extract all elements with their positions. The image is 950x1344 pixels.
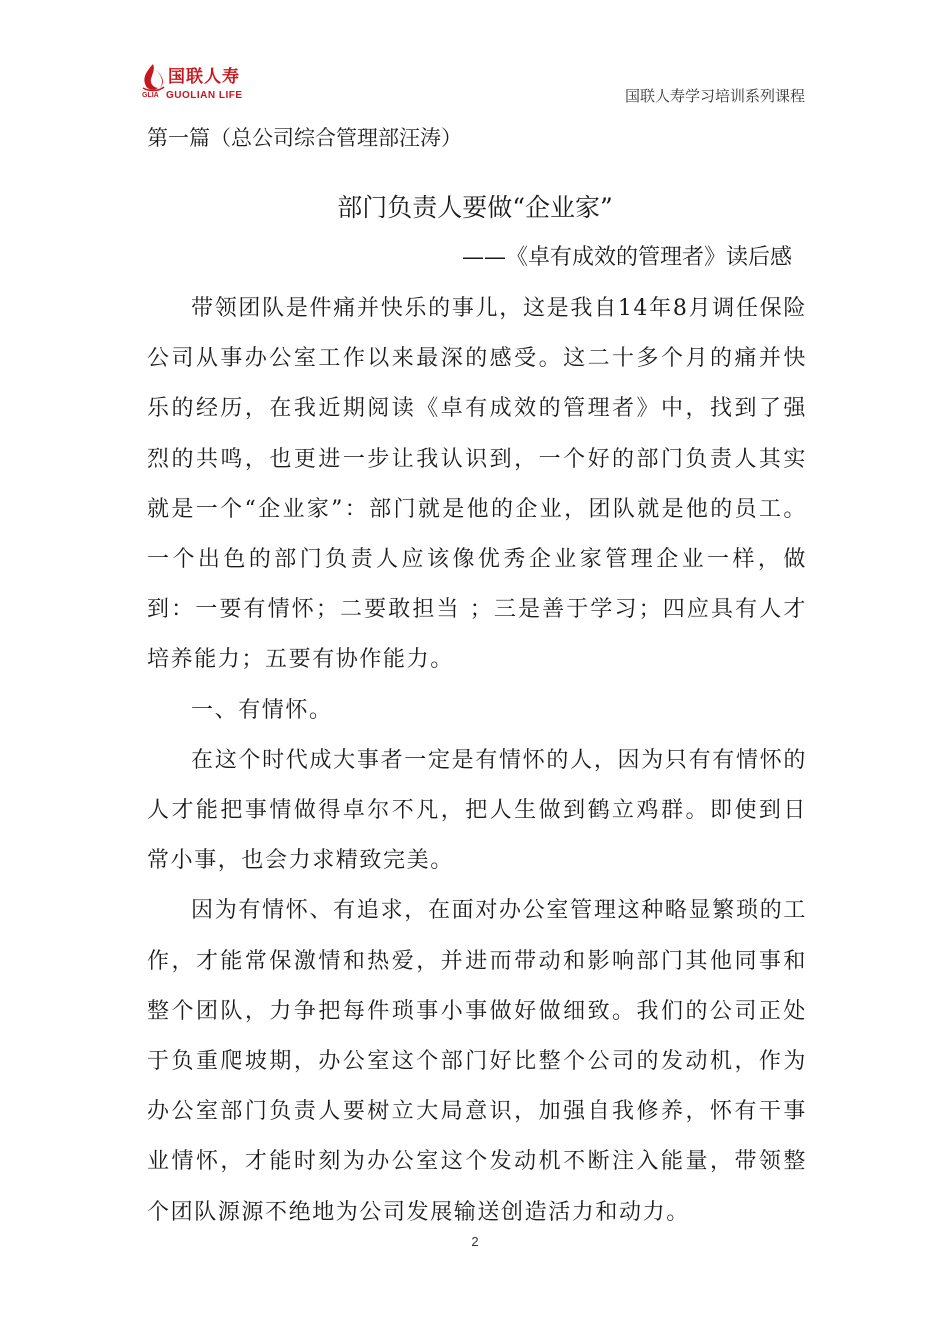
article-body [147, 284, 807, 1238]
section-heading-1: 一、有情怀。 [191, 697, 333, 723]
logo-abbreviation: GLIA [142, 92, 159, 99]
paragraph-2: 在这个时代成大事者一定是有情怀的人，因为只有有情怀的人才能把事情做得卓尔不凡，把人生做到鹤立鸡群。即使到日常小事，也会力求精致完美。 [147, 747, 807, 874]
course-series-title: 国联人寿学习培训系列课程 [624, 87, 805, 105]
section-label: 第一篇（总公司综合管理部汪涛） [147, 126, 462, 150]
paragraph-intro: 带领团队是件痛并快乐的事儿，这是我自14年8月调任保险公司从事办公室工作以来最深的感受。这二十多个月的痛并快乐的经历，在我近期阅读《卓有成效的管理者》中，找到了强烈的共鸣，也更进一步让我认识到，一个好的部门负责人其实就是一个“企业家”：部门就是他的企业，团队就是他的员工。一个出色的部门负责人应该像优秀企业家管理企业一样，做到：一要有情怀；二要敢担当 ；三是善于学习；四应具有人才培养能力；五要有协作能力。 [147, 296, 807, 673]
article-title: 部门负责人要做“企业家” [337, 193, 613, 222]
flame-logo-icon [140, 62, 166, 92]
company-logo [140, 62, 260, 102]
page-header [0, 0, 950, 110]
logo-chinese-text: 国联人寿 [168, 67, 240, 87]
logo-english-text: GUOLIAN LIFE [166, 90, 243, 101]
article-subtitle: ——《卓有成效的管理者》读后感 [461, 245, 792, 270]
page-number: 2 [471, 1234, 479, 1249]
paragraph-3: 因为有情怀、有追求，在面对办公室管理这种略显繁琐的工作，才能常保激情和热爱，并进而带动和影响部门其他同事和整个团队，力争把每件琐事小事做好做细致。我们的公司正处于负重爬坡期，办公室这个部门好比整个公司的发动机，作为办公室部门负责人要树立大局意识，加强自我修养，怀有干事业情怀，才能时刻为办公室这个发动机不断注入能量，带领整个团队源源不绝地为公司发展输送创造活力和动力。 [147, 898, 807, 1225]
